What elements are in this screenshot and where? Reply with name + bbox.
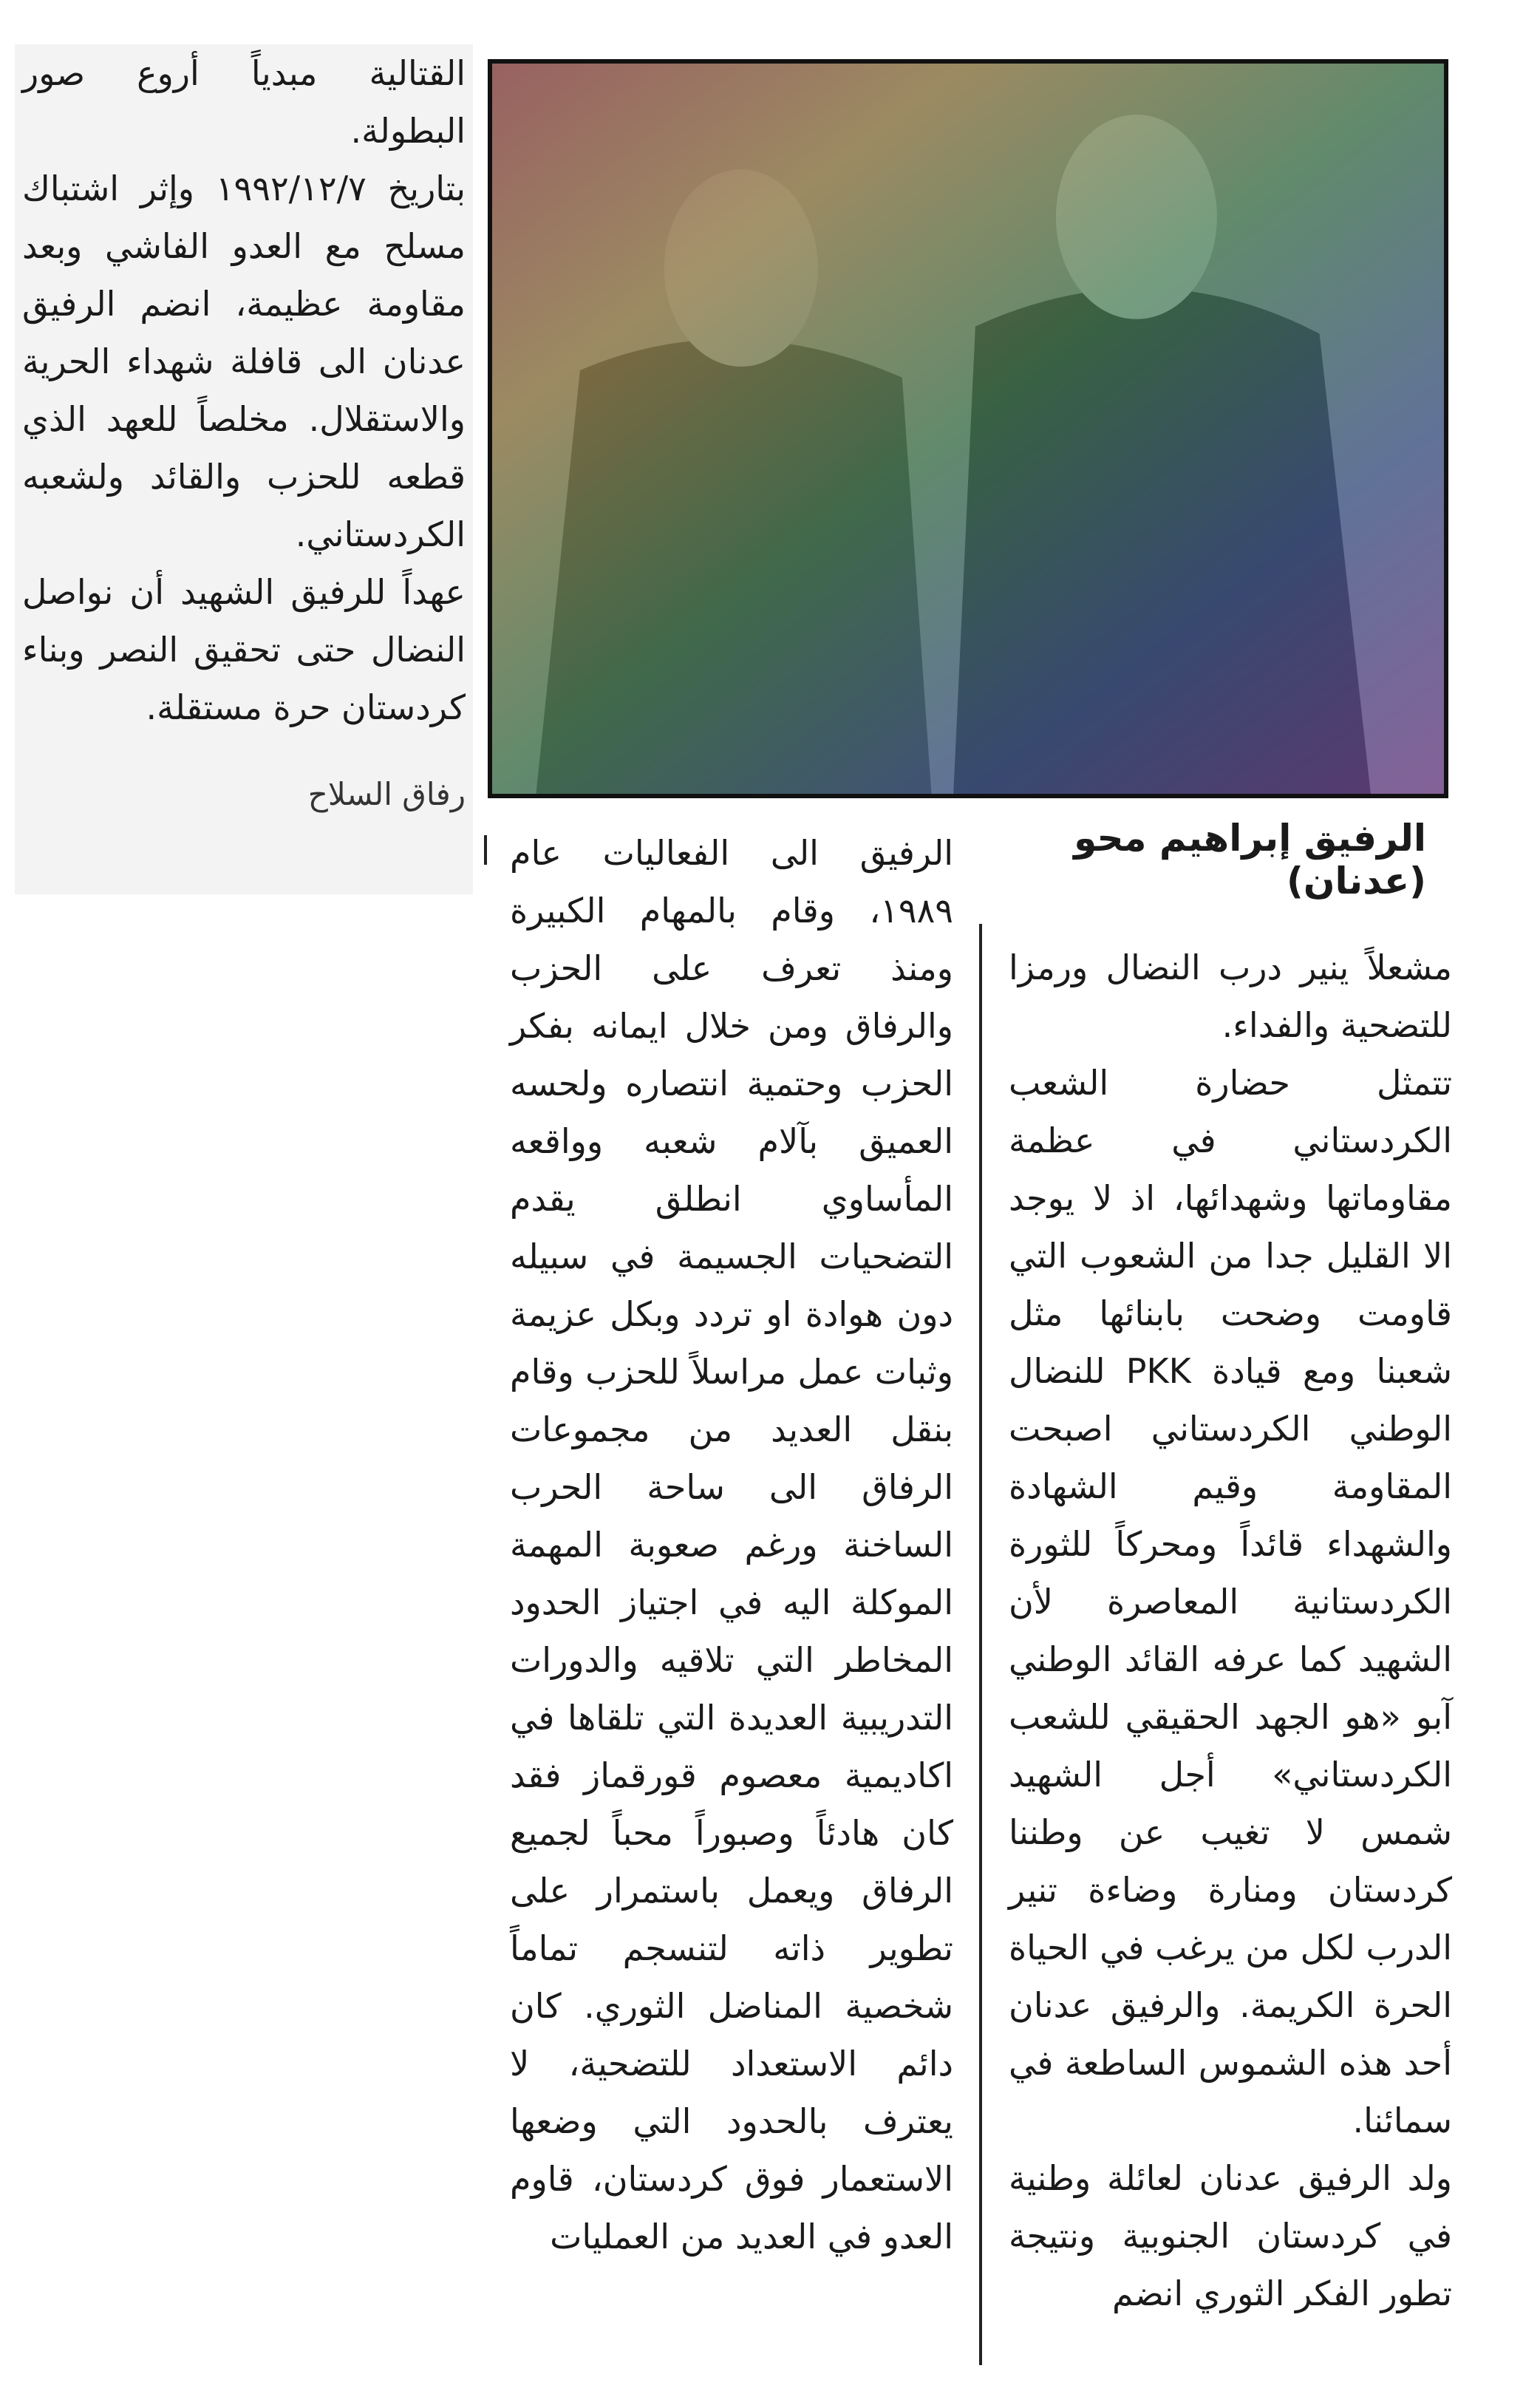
column-divider-top: [484, 835, 487, 865]
signature: رفاق السلاح: [307, 776, 466, 812]
left-paragraph-1: القتالية مبدياً أروع صور البطولة.: [22, 53, 466, 151]
portrait-photo: [488, 59, 1448, 798]
photo-illustration: [492, 64, 1444, 794]
left-paragraph-2: بتاريخ ١٩٩٢/١٢/٧ وإثر اشتباك مسلح مع العدو الفاشي وبعد مقاومة عظيمة، انضم الرفيق عدنان الى قافلة شهداء الحرية والاستقلال. مخلصاً للعهد الذي قطعه للحزب والقائد ولشعبه الكردستاني.: [22, 169, 466, 554]
right-text-column: [1009, 939, 1452, 2322]
right-paragraph-3: ولد الرفيق عدنان لعائلة وطنية في كردستان الجنوبية ونتيجة تطور الفكر الثوري انضم: [1009, 2158, 1452, 2313]
middle-paragraph: الرفيق الى الفعاليات عام ١٩٨٩، وقام بالمهام الكبيرة ومنذ تعرف على الحزب والرفاق ومن خلال ايمانه بفكر الحزب وحتمية انتصاره ولحسه العميق بآلام شعبه وواقعه المأساوي انطلق يقدم التضحيات الجسيمة في سبيله دون هوادة او تردد وبكل عزيمة وثبات عمل مراسلاً للحزب وقام بنقل العديد من مجموعات الرفاق الى ساحة الحرب الساخنة ورغم صعوبة المهمة الموكلة اليه في اجتياز الحدود المخاطر التي تلاقيه والدورات التدريبية العديدة التي تلقاها في اكاديمية معصوم قورقماز فقد كان هادئاً وصبوراً محباً لجميع الرفاق ويعمل باستمرار على تطوير ذاته لتنسجم تماماً شخصية المناضل الثوري. كان دائم الاستعداد للتضحية، لا يعترف بالحدود التي وضعها الاستعمار فوق كردستان، قاوم العدو في العديد من العمليات: [510, 833, 953, 2256]
right-paragraph-1: مشعلاً ينير درب النضال ورمزا للتضحية والفداء.: [1009, 948, 1452, 1045]
column-divider: [979, 924, 982, 2365]
middle-text-column: [510, 824, 953, 2265]
photo-caption: الرفيق إبراهيم محو (عدنان): [1074, 817, 1426, 902]
left-text-column: [15, 44, 473, 894]
left-paragraph-3: عهداً للرفيق الشهيد أن نواصل النضال حتى تحقيق النصر وبناء كردستان حرة مستقلة.: [22, 572, 466, 727]
right-paragraph-2: تتمثل حضارة الشعب الكردستاني في عظمة مقاوماتها وشهدائها، اذ لا يوجد الا القليل جدا من الشعوب التي قاومت وضحت بابنائها مثل شعبنا ومع قيادة PKK للنضال الوطني الكردستاني اصبحت المقاومة وقيم الشهادة والشهداء قائداً ومحركاً للثورة الكردستانية المعاصرة لأن الشهيد كما عرفه القائد الوطني آبو «هو الجهد الحقيقي للشعب الكردستاني» أجل الشهيد شمس لا تغيب عن وطننا كردستان ومنارة وضاءة تنير الدرب لكل من يرغب في الحياة الحرة الكريمة. والرفيق عدنان أحد هذه الشموس الساطعة في سمائنا.: [1009, 1063, 1453, 2140]
